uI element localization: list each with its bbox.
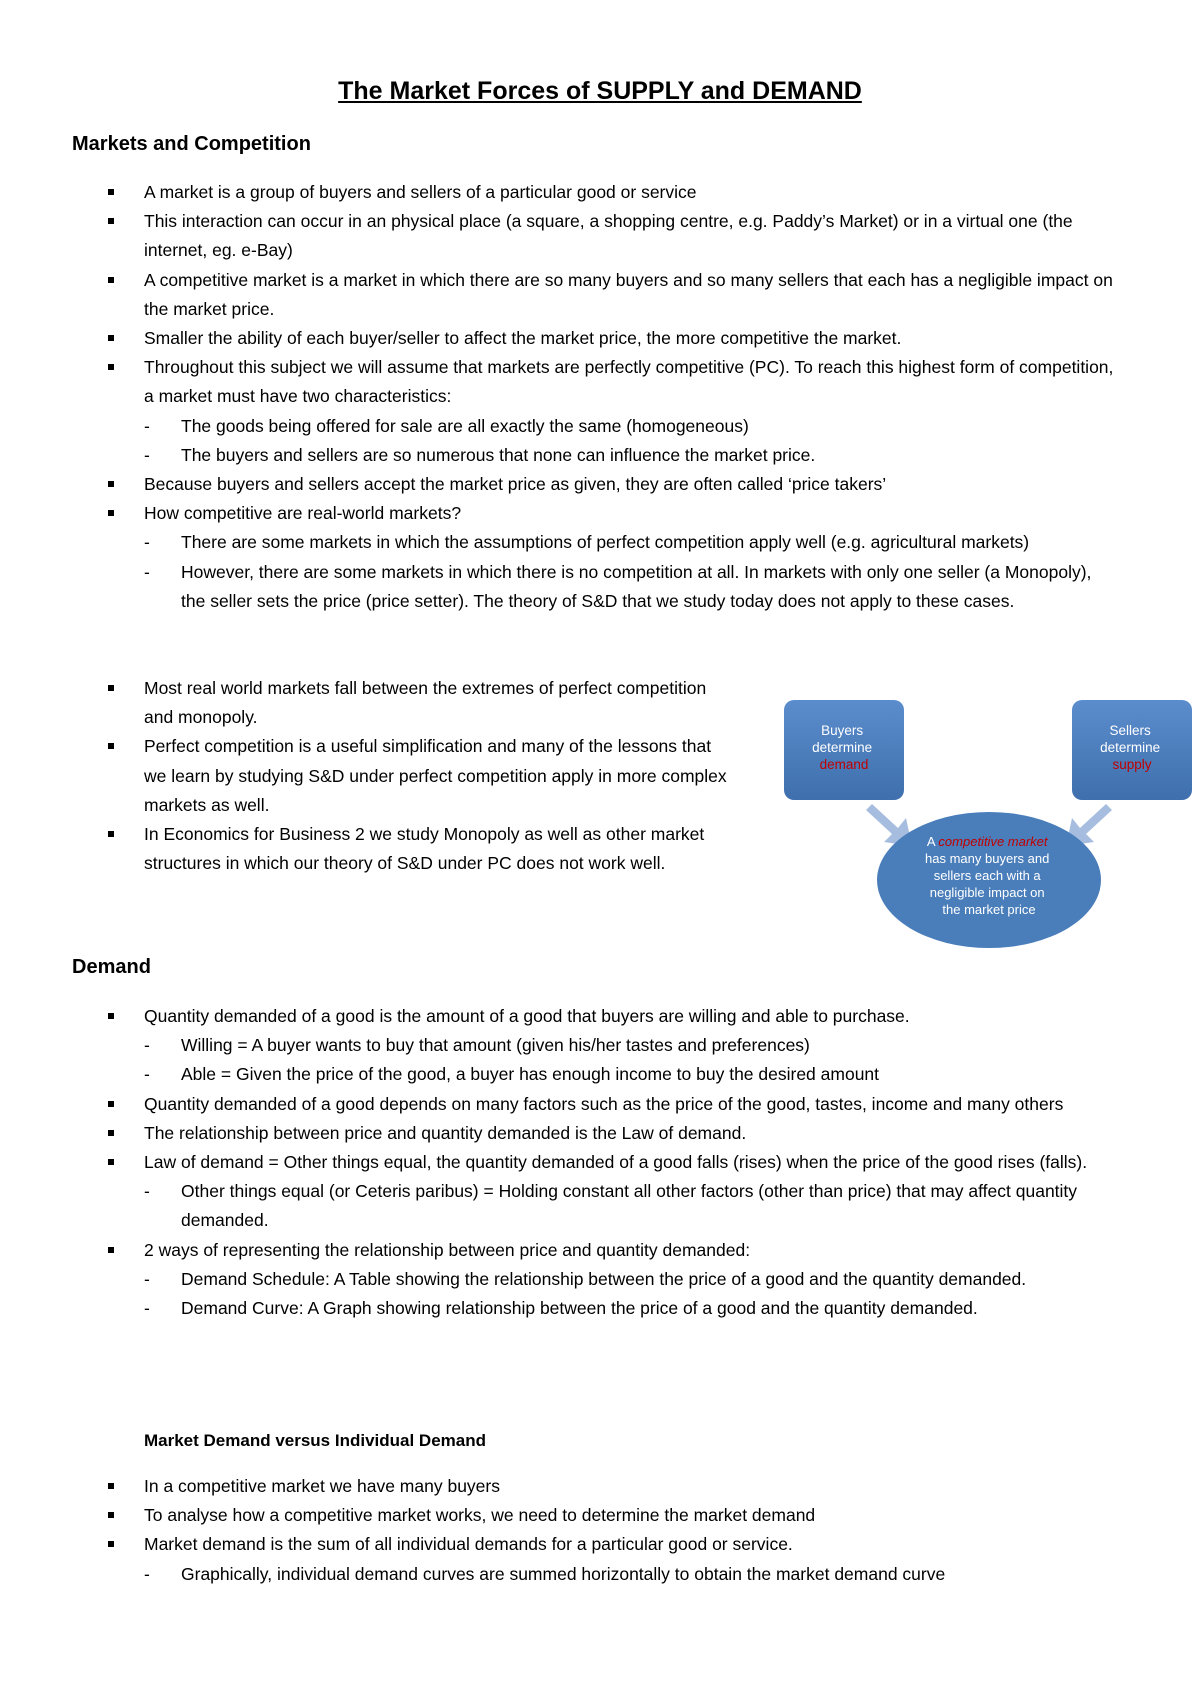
list-item: A market is a group of buyers and sellers of a particular good or service — [0, 178, 1120, 207]
market-demand-bullet-list — [0, 1472, 1120, 1589]
market-diagram — [780, 700, 1200, 960]
sub-list-item: - The buyers and sellers are so numerous that none can influence the market price. — [0, 441, 1120, 470]
list-item: Perfect competition is a useful simplification and many of the lessons that we learn by studying S&D under perfect competition apply in more complex markets as well. — [0, 732, 735, 820]
list-item: Quantity demanded of a good depends on many factors such as the price of the good, tastes, income and many others — [0, 1090, 1120, 1119]
demand-bullet-list — [0, 1002, 1120, 1323]
sellers-text: Sellers determine supply — [1100, 723, 1161, 772]
list-item: Market demand is the sum of all individual demands for a particular good or service. — [0, 1530, 1120, 1559]
list-item: Quantity demanded of a good is the amount of a good that buyers are willing and able to purchase. — [0, 1002, 1120, 1031]
section-heading-demand: Demand — [72, 956, 151, 978]
sub-list-item: - Other things equal (or Ceteris paribus) = Holding constant all other factors (other than price) that may affect quantity demanded. — [0, 1177, 1120, 1235]
list-item: The relationship between price and quantity demanded is the Law of demand. — [0, 1119, 1120, 1148]
markets-narrow-bullet-list — [0, 674, 735, 878]
sub-list-item: - Willing = A buyer wants to buy that amount (given his/her tastes and preferences) — [0, 1031, 1120, 1060]
page-title: The Market Forces of SUPPLY and DEMAND — [338, 77, 862, 105]
sub-list-item: - There are some markets in which the assumptions of perfect competition apply well (e.g. agricultural markets) — [0, 528, 1120, 557]
list-item: A competitive market is a market in which there are so many buyers and so many sellers that each has a negligible impact on the market price. — [0, 266, 1120, 324]
list-item: In Economics for Business 2 we study Monopoly as well as other market structures in which our theory of S&D under PC does not work well. — [0, 820, 735, 878]
sub-list-item: - Demand Curve: A Graph showing relationship between the price of a good and the quantity demanded. — [0, 1294, 1120, 1323]
section-heading-market-demand: Market Demand versus Individual Demand — [144, 1431, 486, 1450]
list-item: How competitive are real-world markets? — [0, 499, 1120, 528]
buyers-text: Buyers determine demand — [812, 723, 873, 772]
section-heading-markets: Markets and Competition — [72, 133, 311, 155]
list-item: Smaller the ability of each buyer/seller to affect the market price, the more competitive the market. — [0, 324, 1120, 353]
sub-list-item: - Able = Given the price of the good, a buyer has enough income to buy the desired amount — [0, 1060, 1120, 1089]
list-item: Throughout this subject we will assume that markets are perfectly competitive (PC). To reach this highest form of competition, a market must have two characteristics: — [0, 353, 1120, 411]
sub-list-item: - Graphically, individual demand curves are summed horizontally to obtain the market demand curve — [0, 1560, 1120, 1589]
list-item: To analyse how a competitive market works, we need to determine the market demand — [0, 1501, 1120, 1530]
list-item: Law of demand = Other things equal, the quantity demanded of a good falls (rises) when the price of the good rises (falls). — [0, 1148, 1120, 1177]
list-item: This interaction can occur in an physical place (a square, a shopping centre, e.g. Paddy’s Market) or in a virtual one (the internet, eg. e-Bay) — [0, 207, 1120, 265]
sub-list-item: - However, there are some markets in which there is no competition at all. In markets with only one seller (a Monopoly), the seller sets the price (price setter). The theory of S&D that we study today does not apply to these cases. — [0, 558, 1120, 616]
list-item: Because buyers and sellers accept the market price as given, they are often called ‘price takers’ — [0, 470, 1120, 499]
sub-list-item: - The goods being offered for sale are all exactly the same (homogeneous) — [0, 412, 1120, 441]
list-item: 2 ways of representing the relationship between price and quantity demanded: — [0, 1236, 1120, 1265]
sub-list-item: - Demand Schedule: A Table showing the relationship between the price of a good and the quantity demanded. — [0, 1265, 1120, 1294]
list-item: In a competitive market we have many buyers — [0, 1472, 1120, 1501]
markets-bullet-list — [0, 178, 1120, 616]
competitive-market-text: A competitive market has many buyers and sellers each with a negligible impact on the market price — [925, 834, 1050, 917]
list-item: Most real world markets fall between the extremes of perfect competition and monopoly. — [0, 674, 735, 732]
